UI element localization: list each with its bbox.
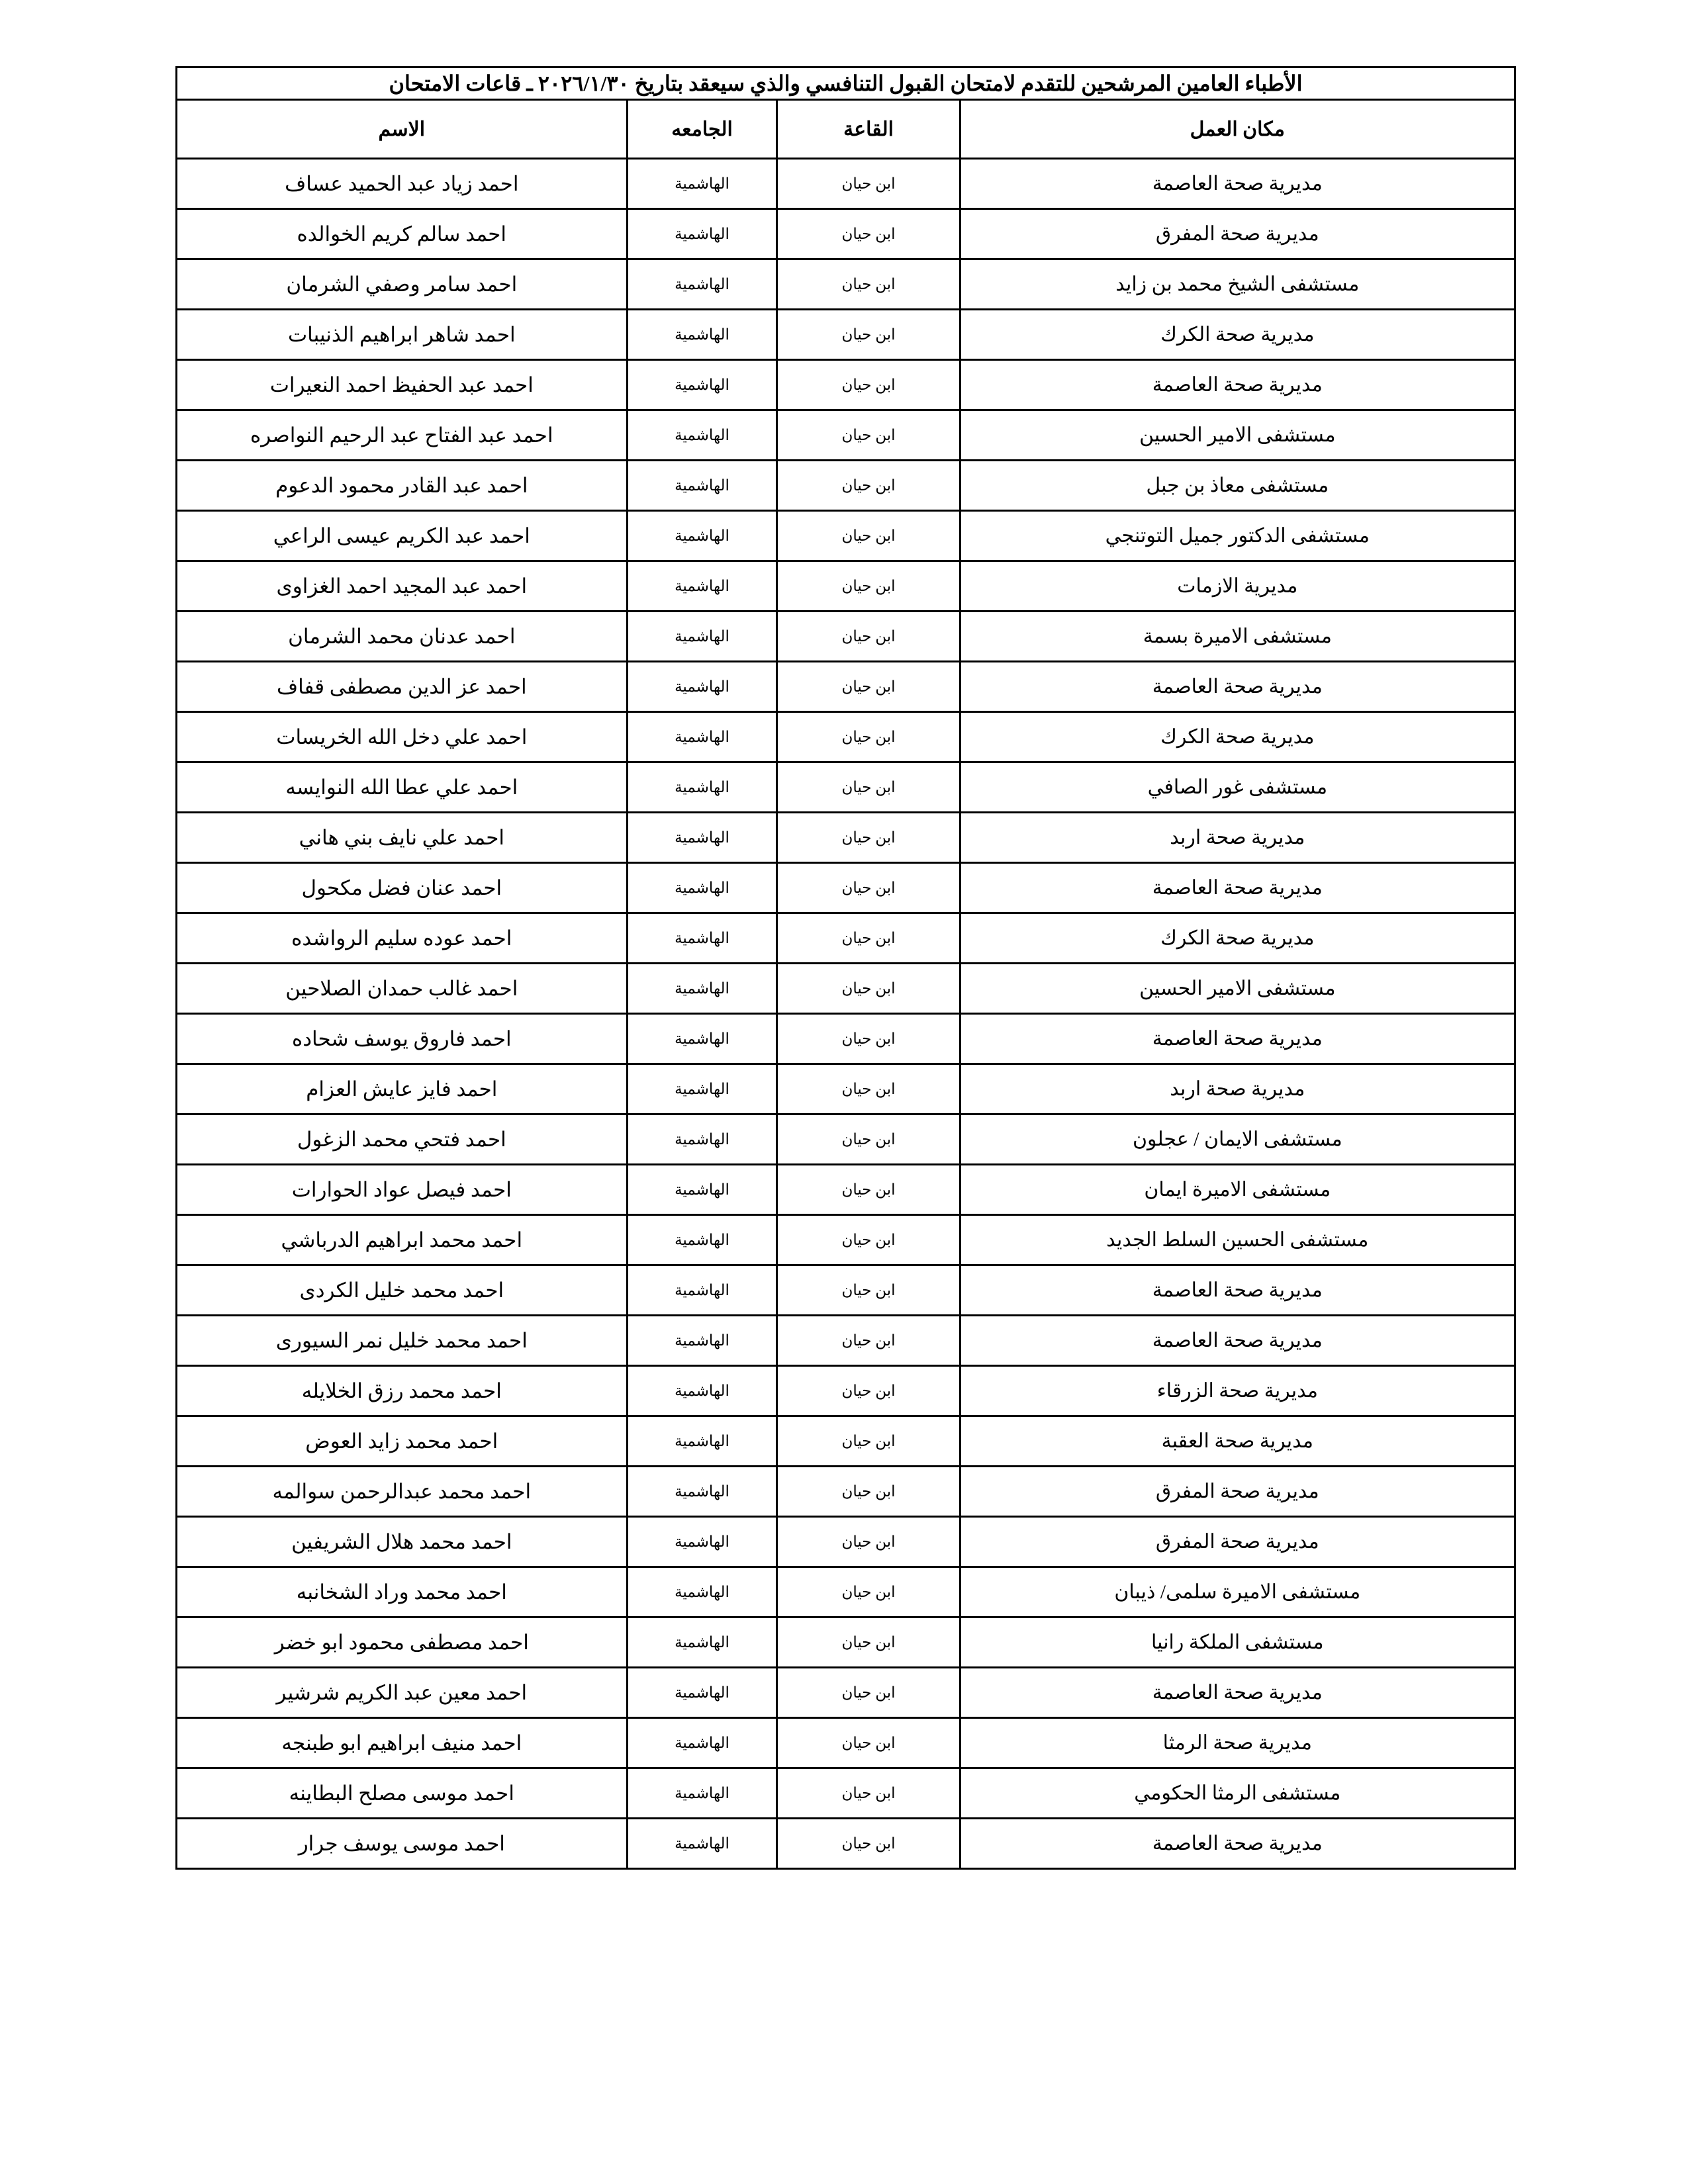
- table-row: [177, 662, 1515, 712]
- cell-workplace: مديرية صحة العاصمة: [960, 863, 1515, 913]
- cell-workplace: مديرية صحة العاصمة: [960, 1819, 1515, 1869]
- cell-university: الهاشمية: [627, 1265, 777, 1316]
- table-row: [177, 863, 1515, 913]
- cell-workplace: مديرية صحة المفرق: [960, 209, 1515, 259]
- cell-workplace: مديرية صحة العقبة: [960, 1416, 1515, 1467]
- cell-name: احمد فايز عايش العزام: [177, 1064, 628, 1115]
- cell-workplace: مستشفى الامير الحسين: [960, 964, 1515, 1014]
- cell-hall: ابن حيان: [777, 1517, 960, 1567]
- cell-workplace: مستشفى الملكة رانيا: [960, 1617, 1515, 1668]
- cell-university: الهاشمية: [627, 410, 777, 461]
- cell-workplace: مستشفى الحسين السلط الجديد: [960, 1215, 1515, 1265]
- cell-hall: ابن حيان: [777, 1265, 960, 1316]
- cell-university: الهاشمية: [627, 913, 777, 964]
- cell-university: الهاشمية: [627, 1517, 777, 1567]
- cell-hall: ابن حيان: [777, 1014, 960, 1064]
- cell-university: الهاشمية: [627, 712, 777, 762]
- cell-workplace: مستشفى الاميرة سلمى/ ذيبان: [960, 1567, 1515, 1617]
- cell-university: الهاشمية: [627, 813, 777, 863]
- table-row: [177, 1718, 1515, 1768]
- cell-workplace: مستشفى الامير الحسين: [960, 410, 1515, 461]
- cell-name: احمد غالب حمدان الصلاحين: [177, 964, 628, 1014]
- cell-name: احمد محمد خليل نمر السيورى: [177, 1316, 628, 1366]
- cell-name: احمد عدنان محمد الشرمان: [177, 612, 628, 662]
- cell-name: احمد عبد الكريم عيسى الراعي: [177, 511, 628, 561]
- cell-name: احمد عنان فضل مكحول: [177, 863, 628, 913]
- cell-workplace: مديرية صحة الكرك: [960, 913, 1515, 964]
- cell-university: الهاشمية: [627, 259, 777, 310]
- column-header-university: الجامعه: [627, 100, 777, 159]
- cell-university: الهاشمية: [627, 1165, 777, 1215]
- cell-hall: ابن حيان: [777, 511, 960, 561]
- cell-name: احمد موسى مصلح البطاينه: [177, 1768, 628, 1819]
- table-row: [177, 712, 1515, 762]
- cell-name: احمد محمد عبدالرحمن سوالمه: [177, 1467, 628, 1517]
- table-row: [177, 159, 1515, 209]
- cell-name: احمد محمد ابراهيم الدرباشي: [177, 1215, 628, 1265]
- table-row: [177, 1064, 1515, 1115]
- cell-workplace: مديرية صحة الكرك: [960, 310, 1515, 360]
- cell-name: احمد عوده سليم الرواشده: [177, 913, 628, 964]
- table-row: [177, 1668, 1515, 1718]
- cell-workplace: مديرية صحة العاصمة: [960, 662, 1515, 712]
- table-row: [177, 209, 1515, 259]
- cell-name: احمد محمد هلال الشريفين: [177, 1517, 628, 1567]
- cell-hall: ابن حيان: [777, 310, 960, 360]
- cell-name: احمد منيف ابراهيم ابو طبنجه: [177, 1718, 628, 1768]
- cell-workplace: مديرية صحة العاصمة: [960, 360, 1515, 410]
- table-row: [177, 360, 1515, 410]
- cell-name: احمد محمد خليل الكردى: [177, 1265, 628, 1316]
- cell-name: احمد علي نايف بني هاني: [177, 813, 628, 863]
- cell-workplace: مستشفى الاميرة ايمان: [960, 1165, 1515, 1215]
- cell-hall: ابن حيان: [777, 461, 960, 511]
- header-row: [177, 100, 1515, 159]
- cell-university: الهاشمية: [627, 159, 777, 209]
- table-row: [177, 1517, 1515, 1567]
- table-body: [177, 68, 1515, 1869]
- cell-hall: ابن حيان: [777, 1567, 960, 1617]
- cell-hall: ابن حيان: [777, 1115, 960, 1165]
- cell-workplace: مديرية صحة المفرق: [960, 1517, 1515, 1567]
- cell-hall: ابن حيان: [777, 209, 960, 259]
- table-row: [177, 964, 1515, 1014]
- table-row: [177, 1467, 1515, 1517]
- table-row: [177, 259, 1515, 310]
- cell-workplace: مديرية صحة العاصمة: [960, 1265, 1515, 1316]
- cell-university: الهاشمية: [627, 1014, 777, 1064]
- cell-hall: ابن حيان: [777, 1718, 960, 1768]
- cell-university: الهاشمية: [627, 964, 777, 1014]
- cell-hall: ابن حيان: [777, 612, 960, 662]
- cell-name: احمد عبد الحفيظ احمد النعيرات: [177, 360, 628, 410]
- cell-hall: ابن حيان: [777, 1668, 960, 1718]
- cell-university: الهاشمية: [627, 1768, 777, 1819]
- cell-university: الهاشمية: [627, 762, 777, 813]
- cell-university: الهاشمية: [627, 1316, 777, 1366]
- cell-hall: ابن حيان: [777, 913, 960, 964]
- cell-name: احمد عز الدين مصطفى قفاف: [177, 662, 628, 712]
- cell-name: احمد فيصل عواد الحوارات: [177, 1165, 628, 1215]
- cell-hall: ابن حيان: [777, 1064, 960, 1115]
- table-row: [177, 1416, 1515, 1467]
- cell-hall: ابن حيان: [777, 561, 960, 612]
- cell-hall: ابن حيان: [777, 863, 960, 913]
- cell-name: احمد علي دخل الله الخريسات: [177, 712, 628, 762]
- cell-workplace: مستشفى الاميرة بسمة: [960, 612, 1515, 662]
- cell-workplace: مديرية صحة العاصمة: [960, 1316, 1515, 1366]
- document-title: الأطباء العامين المرشحين للتقدم لامتحان القبول التنافسي والذي سيعقد بتاريخ ٢٠٢٦/١/٣٠ ـ قاعات الامتحان: [177, 68, 1515, 100]
- cell-university: الهاشمية: [627, 1567, 777, 1617]
- cell-hall: ابن حيان: [777, 159, 960, 209]
- cell-university: الهاشمية: [627, 1467, 777, 1517]
- cell-hall: ابن حيان: [777, 259, 960, 310]
- cell-name: احمد فتحي محمد الزغول: [177, 1115, 628, 1165]
- cell-hall: ابن حيان: [777, 662, 960, 712]
- cell-workplace: مديرية صحة الكرك: [960, 712, 1515, 762]
- cell-university: الهاشمية: [627, 461, 777, 511]
- cell-university: الهاشمية: [627, 1668, 777, 1718]
- cell-workplace: مديرية صحة العاصمة: [960, 1668, 1515, 1718]
- table-row: [177, 813, 1515, 863]
- table-row: [177, 612, 1515, 662]
- table-row: [177, 461, 1515, 511]
- cell-university: الهاشمية: [627, 1416, 777, 1467]
- cell-name: احمد عبد الفتاح عبد الرحيم النواصره: [177, 410, 628, 461]
- cell-name: احمد سامر وصفي الشرمان: [177, 259, 628, 310]
- table-row: [177, 1567, 1515, 1617]
- cell-university: الهاشمية: [627, 1115, 777, 1165]
- table-row: [177, 1316, 1515, 1366]
- title-row: [177, 68, 1515, 100]
- cell-name: احمد موسى يوسف جرار: [177, 1819, 628, 1869]
- cell-name: احمد عبد المجيد احمد الغزاوى: [177, 561, 628, 612]
- cell-name: احمد مصطفى محمود ابو خضر: [177, 1617, 628, 1668]
- cell-university: الهاشمية: [627, 1819, 777, 1869]
- cell-hall: ابن حيان: [777, 1366, 960, 1416]
- table-row: [177, 310, 1515, 360]
- table-row: [177, 561, 1515, 612]
- column-header-hall: القاعة: [777, 100, 960, 159]
- cell-university: الهاشمية: [627, 1718, 777, 1768]
- table-row: [177, 1617, 1515, 1668]
- table-row: [177, 1014, 1515, 1064]
- cell-university: الهاشمية: [627, 209, 777, 259]
- cell-university: الهاشمية: [627, 310, 777, 360]
- cell-hall: ابن حيان: [777, 964, 960, 1014]
- cell-university: الهاشمية: [627, 561, 777, 612]
- cell-workplace: مديرية صحة العاصمة: [960, 159, 1515, 209]
- cell-hall: ابن حيان: [777, 1768, 960, 1819]
- column-header-name: الاسم: [177, 100, 628, 159]
- cell-hall: ابن حيان: [777, 813, 960, 863]
- cell-workplace: مستشفى الشيخ محمد بن زايد: [960, 259, 1515, 310]
- table-row: [177, 1819, 1515, 1869]
- cell-name: احمد محمد رزق الخلايله: [177, 1366, 628, 1416]
- table-row: [177, 1768, 1515, 1819]
- cell-hall: ابن حيان: [777, 1467, 960, 1517]
- table-row: [177, 1265, 1515, 1316]
- cell-workplace: مستشفى الرمثا الحكومي: [960, 1768, 1515, 1819]
- table-row: [177, 1115, 1515, 1165]
- cell-university: الهاشمية: [627, 1215, 777, 1265]
- cell-name: احمد سالم كريم الخوالده: [177, 209, 628, 259]
- table-row: [177, 762, 1515, 813]
- cell-name: احمد فاروق يوسف شحاده: [177, 1014, 628, 1064]
- cell-hall: ابن حيان: [777, 1316, 960, 1366]
- cell-hall: ابن حيان: [777, 712, 960, 762]
- table-row: [177, 913, 1515, 964]
- cell-hall: ابن حيان: [777, 762, 960, 813]
- cell-university: الهاشمية: [627, 662, 777, 712]
- cell-workplace: مديرية صحة اربد: [960, 813, 1515, 863]
- cell-name: احمد معين عبد الكريم شرشير: [177, 1668, 628, 1718]
- cell-hall: ابن حيان: [777, 410, 960, 461]
- table-row: [177, 1215, 1515, 1265]
- cell-hall: ابن حيان: [777, 1215, 960, 1265]
- table-row: [177, 511, 1515, 561]
- table-row: [177, 410, 1515, 461]
- cell-workplace: مديرية صحة الرمثا: [960, 1718, 1515, 1768]
- cell-university: الهاشمية: [627, 360, 777, 410]
- cell-workplace: مديرية صحة العاصمة: [960, 1014, 1515, 1064]
- cell-university: الهاشمية: [627, 511, 777, 561]
- cell-hall: ابن حيان: [777, 1416, 960, 1467]
- cell-university: الهاشمية: [627, 1366, 777, 1416]
- cell-workplace: مديرية صحة الزرقاء: [960, 1366, 1515, 1416]
- cell-hall: ابن حيان: [777, 1617, 960, 1668]
- cell-hall: ابن حيان: [777, 360, 960, 410]
- cell-name: احمد محمد وراد الشخانبه: [177, 1567, 628, 1617]
- cell-name: احمد شاهر ابراهيم الذنيبات: [177, 310, 628, 360]
- cell-hall: ابن حيان: [777, 1165, 960, 1215]
- cell-university: الهاشمية: [627, 1064, 777, 1115]
- cell-university: الهاشمية: [627, 863, 777, 913]
- cell-name: احمد محمد زايد العوض: [177, 1416, 628, 1467]
- cell-university: الهاشمية: [627, 1617, 777, 1668]
- cell-workplace: مستشفى الدكتور جميل التوتنجي: [960, 511, 1515, 561]
- cell-workplace: مستشفى معاذ بن جبل: [960, 461, 1515, 511]
- cell-university: الهاشمية: [627, 612, 777, 662]
- table-row: [177, 1165, 1515, 1215]
- cell-name: احمد علي عطا الله النوايسه: [177, 762, 628, 813]
- cell-workplace: مديرية صحة اربد: [960, 1064, 1515, 1115]
- cell-workplace: مديرية الازمات: [960, 561, 1515, 612]
- candidates-table: [175, 66, 1516, 1870]
- cell-name: احمد عبد القادر محمود الدعوم: [177, 461, 628, 511]
- column-header-workplace: مكان العمل: [960, 100, 1515, 159]
- cell-workplace: مستشفى غور الصافي: [960, 762, 1515, 813]
- cell-workplace: مستشفى الايمان / عجلون: [960, 1115, 1515, 1165]
- cell-hall: ابن حيان: [777, 1819, 960, 1869]
- table-row: [177, 1366, 1515, 1416]
- cell-name: احمد زياد عبد الحميد عساف: [177, 159, 628, 209]
- cell-workplace: مديرية صحة المفرق: [960, 1467, 1515, 1517]
